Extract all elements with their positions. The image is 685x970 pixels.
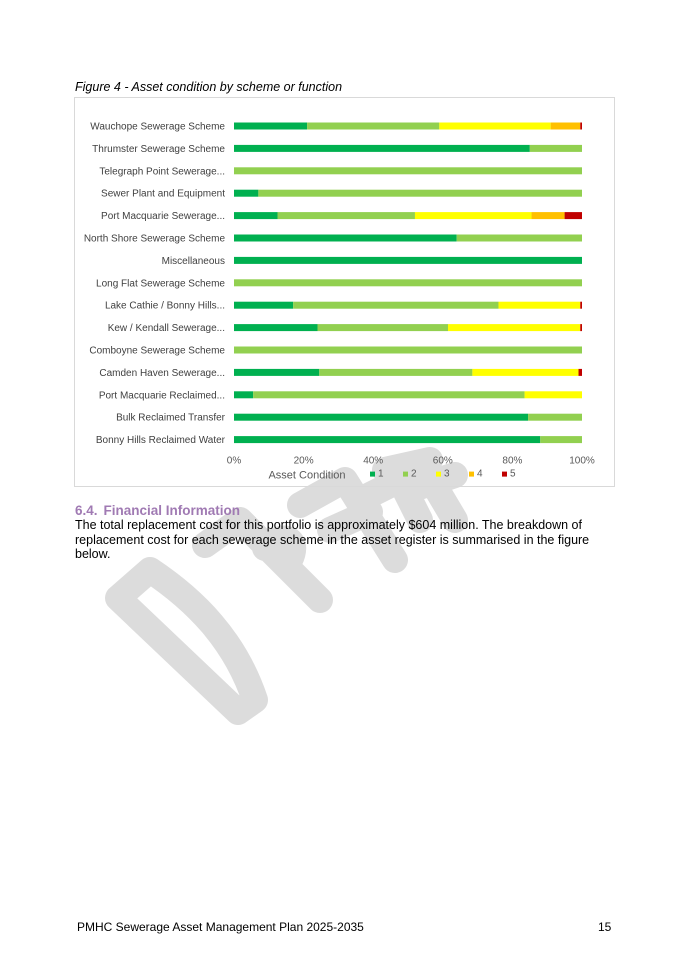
category-label: Bonny Hills Reclaimed Water [95, 435, 225, 447]
legend-label-2: 2 [411, 468, 417, 480]
bar-segment-condition-1 [234, 212, 278, 219]
bar-segment-condition-2 [278, 212, 415, 219]
bar-segment-condition-2 [258, 190, 582, 197]
bar-segment-condition-2 [307, 123, 439, 130]
bar-segment-condition-1 [234, 190, 258, 197]
x-tick-label: 40% [363, 455, 384, 467]
category-label: North Shore Sewerage Scheme [83, 233, 225, 245]
bar-segment-condition-1 [234, 302, 293, 309]
bar-segment-condition-3 [525, 391, 582, 398]
bar-segment-condition-5 [565, 212, 582, 219]
section-heading [75, 503, 240, 518]
bar-segment-condition-1 [234, 123, 307, 130]
bar-segment-condition-1 [234, 369, 319, 376]
figure-caption: Figure 4 - Asset condition by scheme or function [75, 80, 343, 94]
category-label: Long Flat Sewerage Scheme [96, 278, 225, 290]
category-label: Port Macquarie Sewerage... [101, 211, 225, 223]
legend-label-1: 1 [378, 468, 384, 480]
category-label: Camden Haven Sewerage... [99, 367, 225, 379]
bar-segment-condition-2 [457, 235, 582, 242]
legend-label-5: 5 [510, 468, 516, 480]
x-tick-label: 100% [569, 455, 595, 467]
bar-segment-condition-2 [319, 369, 472, 376]
bar-segment-condition-5 [580, 123, 582, 130]
bar-segment-condition-1 [234, 145, 530, 152]
bar-segment-condition-4 [532, 212, 565, 219]
bar-segment-condition-2 [540, 436, 582, 443]
legend-label-4: 4 [477, 468, 483, 480]
category-label: Sewer Plant and Equipment [101, 188, 225, 200]
bar-segment-condition-2 [530, 145, 582, 152]
legend-swatch-4 [469, 472, 474, 477]
section-body-text: The total replacement cost for this portfolio is approximately $604 million. The breakdown of replacement cost for each sewerage scheme in the asset register is summarised in the figure below. [75, 518, 590, 561]
bar-segment-condition-3 [448, 324, 580, 331]
x-tick-label: 80% [502, 455, 523, 467]
bar-segment-condition-4 [551, 123, 581, 130]
bar-segment-condition-3 [498, 302, 580, 309]
bar-segment-condition-2 [293, 302, 498, 309]
bar-segment-condition-1 [234, 391, 253, 398]
bar-segment-condition-1 [234, 324, 318, 331]
legend-swatch-5 [502, 472, 507, 477]
bar-segment-condition-1 [234, 257, 582, 264]
legend-label-3: 3 [444, 468, 450, 480]
bar-segment-condition-1 [234, 414, 528, 421]
bar-segment-condition-2 [318, 324, 449, 331]
category-label: Lake Cathie / Bonny Hills... [104, 300, 225, 312]
category-label: Comboyne Sewerage Scheme [89, 345, 225, 357]
bar-segment-condition-3 [472, 369, 578, 376]
bar-segment-condition-5 [580, 324, 582, 331]
category-label: Bulk Reclaimed Transfer [116, 412, 225, 424]
bar-segment-condition-2 [234, 347, 582, 354]
category-label: Port Macquarie Reclaimed... [98, 390, 225, 402]
section-title: Financial Information [103, 503, 241, 518]
x-axis-title: Asset Condition [268, 469, 346, 482]
footer-title: PMHC Sewerage Asset Management Plan 2025-2035 [77, 920, 364, 934]
bar-segment-condition-3 [439, 123, 550, 130]
bar-segment-condition-3 [415, 212, 532, 219]
bar-segment-condition-1 [234, 436, 540, 443]
category-label: Wauchope Sewerage Scheme [90, 121, 225, 133]
legend-swatch-2 [403, 472, 408, 477]
bar-segment-condition-5 [580, 302, 582, 309]
x-tick-label: 20% [293, 455, 314, 467]
bar-segment-condition-2 [528, 414, 582, 421]
page-number: 15 [598, 920, 612, 934]
bar-segment-condition-2 [234, 279, 582, 286]
section-number: 6.4. [75, 503, 98, 518]
category-label: Thrumster Sewerage Scheme [92, 143, 225, 155]
category-label: Miscellaneous [161, 255, 225, 267]
bar-segment-condition-2 [234, 167, 582, 174]
legend-swatch-1 [370, 472, 375, 477]
x-tick-label: 60% [432, 455, 453, 467]
bar-segment-condition-1 [234, 235, 457, 242]
asset-condition-chart [75, 98, 616, 488]
bar-segment-condition-2 [253, 391, 524, 398]
legend-swatch-3 [436, 472, 441, 477]
chart-container [74, 97, 615, 487]
category-label: Kew / Kendall Sewerage... [107, 323, 225, 335]
category-label: Telegraph Point Sewerage... [99, 166, 225, 178]
x-tick-label: 0% [226, 455, 242, 467]
bar-segment-condition-5 [579, 369, 582, 376]
